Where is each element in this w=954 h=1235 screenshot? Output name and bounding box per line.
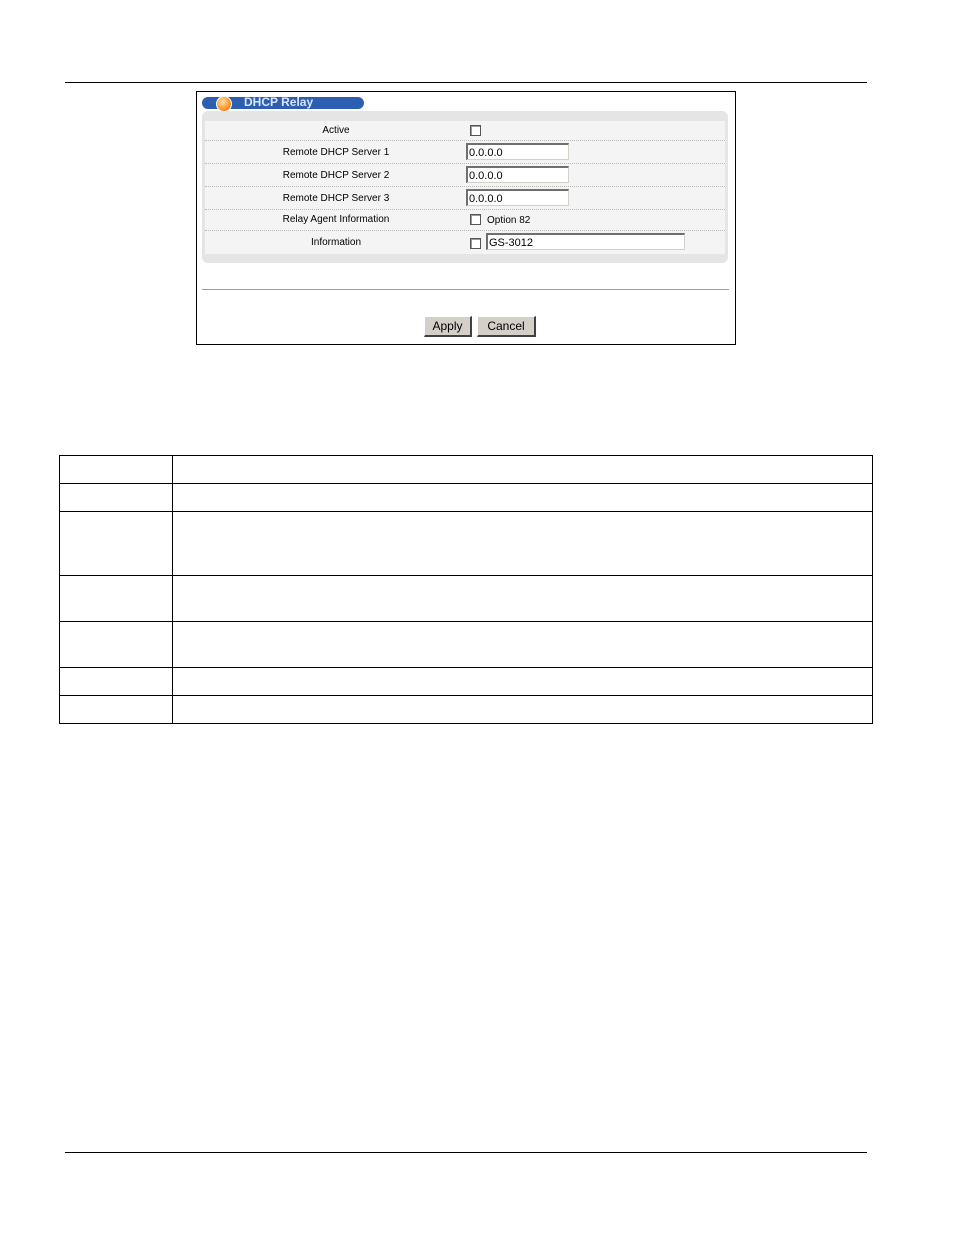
- table-row: [60, 668, 872, 696]
- information-input[interactable]: GS-3012: [486, 233, 685, 250]
- field-description-table: [59, 455, 873, 724]
- row-relay-agent-info: [205, 210, 725, 231]
- dhcp-relay-screen: [196, 91, 736, 345]
- screen-title-bar: [202, 97, 364, 109]
- table-row: [60, 512, 872, 576]
- table-row: [60, 484, 872, 512]
- row-remote-server-1: [205, 141, 725, 164]
- row-information: [205, 231, 725, 254]
- information-label: Information: [310, 237, 362, 248]
- remote-server-2-label: Remote DHCP Server 2: [282, 170, 390, 181]
- relay-agent-info-label: Relay Agent Information: [282, 214, 390, 225]
- remote-server-1-label: Remote DHCP Server 1: [282, 147, 390, 158]
- row-active: [205, 121, 725, 141]
- table-row: [60, 576, 872, 622]
- remote-server-3-input[interactable]: 0.0.0.0: [466, 189, 569, 206]
- screen-title: DHCP Relay: [244, 95, 314, 109]
- remote-server-2-input[interactable]: 0.0.0.0: [466, 166, 569, 183]
- remote-server-1-input[interactable]: 0.0.0.0: [466, 143, 569, 160]
- option-82-checkbox[interactable]: [470, 214, 481, 225]
- active-checkbox[interactable]: [470, 125, 481, 136]
- active-label: Active: [322, 125, 350, 136]
- cancel-button[interactable]: Cancel: [477, 316, 536, 337]
- row-remote-server-2: [205, 164, 725, 187]
- table-row: [60, 456, 872, 484]
- row-remote-server-3: [205, 187, 725, 210]
- button-divider: [202, 289, 729, 290]
- orb-icon: [216, 96, 232, 112]
- option-82-label: Option 82: [487, 215, 531, 226]
- table-row: [60, 622, 872, 668]
- table-row: [60, 696, 872, 723]
- header-rule: [65, 82, 867, 83]
- footer-rule: [65, 1152, 867, 1153]
- information-checkbox[interactable]: [470, 238, 481, 249]
- settings-panel: [202, 111, 728, 263]
- remote-server-3-label: Remote DHCP Server 3: [282, 193, 390, 204]
- apply-button[interactable]: Apply: [424, 316, 472, 337]
